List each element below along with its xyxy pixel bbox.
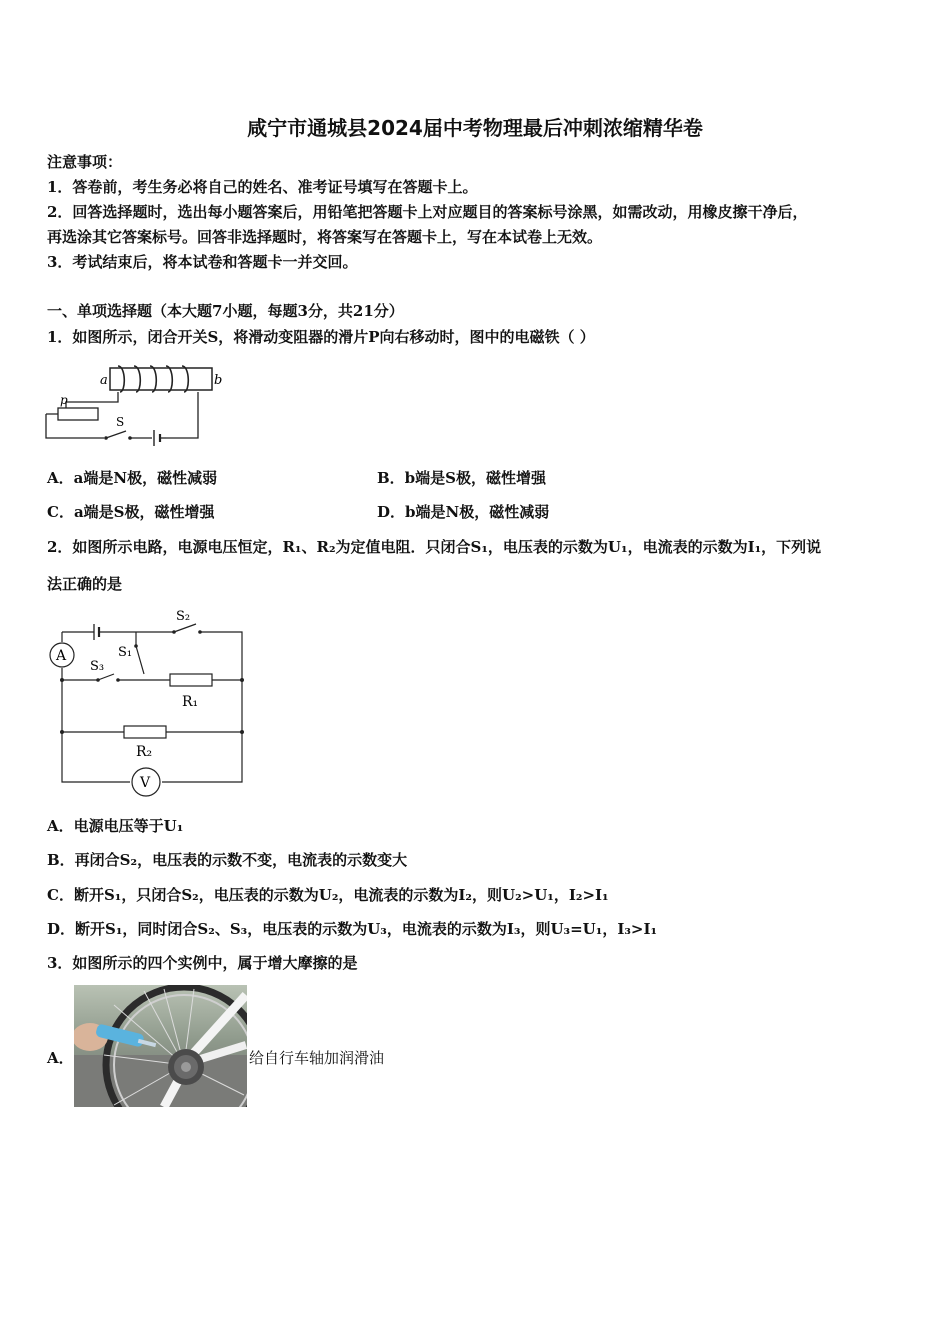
q2-circuit-diagram	[44, 604, 254, 804]
bicycle-lubrication-photo	[74, 985, 247, 1107]
notice-item: 2．回答选择题时，选出每小题答案后，用铅笔把答题卡上对应题目的答案标号涂黑，如需改动，用橡皮擦干净后，	[47, 203, 808, 221]
section-heading: 一、单项选择题（本大题7小题，每题3分，共21分）	[47, 302, 404, 320]
notice-item: 3．考试结束后，将本试卷和答题卡一并交回。	[47, 253, 358, 271]
r2-label: R₂	[136, 744, 153, 760]
q3-option-a-text: 给自行车轴加润滑油	[249, 1049, 385, 1067]
resistor-r1	[170, 674, 212, 686]
q3-option-a-label: A．	[47, 1049, 74, 1067]
page-title: 咸宁市通城县2024届中考物理最后冲刺浓缩精华卷	[247, 116, 703, 140]
rheostat	[58, 408, 98, 420]
question-1-stem: 1．如图所示，闭合开关S，将滑动变阻器的滑片P向右移动时，图中的电磁铁（ ）	[47, 328, 595, 346]
s1-label: S₁	[118, 645, 133, 660]
label-p: p	[60, 393, 68, 407]
r1-label: R₁	[182, 694, 199, 710]
electromagnet-coil	[118, 366, 188, 392]
question-2-stem: 2．如图所示电路，电源电压恒定，R₁、R₂为定值电阻．只闭合S₁，电压表的示数为U₁，电流表的示数为I₁，下列说	[47, 538, 822, 556]
s2-label: S₂	[176, 609, 191, 624]
notice-item: 1．答卷前，考生务必将自己的姓名、准考证号填写在答题卡上。	[47, 178, 478, 196]
label-a: a	[100, 373, 108, 388]
resistor-r2	[124, 726, 166, 738]
q2-option-c: C．断开S₁，只闭合S₂，电压表的示数为U₂，电流表的示数为I₂，则U₂>U₁，I₂>I₁	[47, 886, 609, 904]
question-2-stem-cont: 法正确的是	[47, 575, 123, 593]
s3-label: S₃	[90, 659, 105, 674]
q2-option-b: B．再闭合S₂，电压表的示数不变，电流表的示数变大	[47, 851, 408, 869]
q1-option-c: C．a端是S极，磁性增强	[47, 503, 215, 521]
voltmeter-label: V	[140, 775, 151, 791]
label-s: S	[116, 415, 125, 429]
notice-heading: 注意事项：	[47, 153, 123, 171]
electromagnet-core	[110, 368, 212, 390]
q2-option-d: D．断开S₁，同时闭合S₂、S₃，电压表的示数为U₃，电流表的示数为I₃，则U₃=U₁，I₃>I₁	[47, 920, 658, 938]
notice-item: 再选涂其它答案标号。回答非选择题时，将答案写在答题卡上，写在本试卷上无效。	[47, 228, 603, 246]
label-b: b	[214, 373, 223, 388]
q1-option-a: A．a端是N极，磁性减弱	[47, 469, 218, 487]
q1-circuit-diagram	[40, 362, 230, 452]
ammeter-label: A	[56, 648, 67, 664]
q1-option-b: B．b端是S极，磁性增强	[377, 469, 546, 487]
q2-option-a: A．电源电压等于U₁	[47, 817, 184, 835]
q1-option-d: D．b端是N极，磁性减弱	[377, 503, 550, 521]
question-3-stem: 3．如图所示的四个实例中，属于增大摩擦的是	[47, 954, 358, 972]
